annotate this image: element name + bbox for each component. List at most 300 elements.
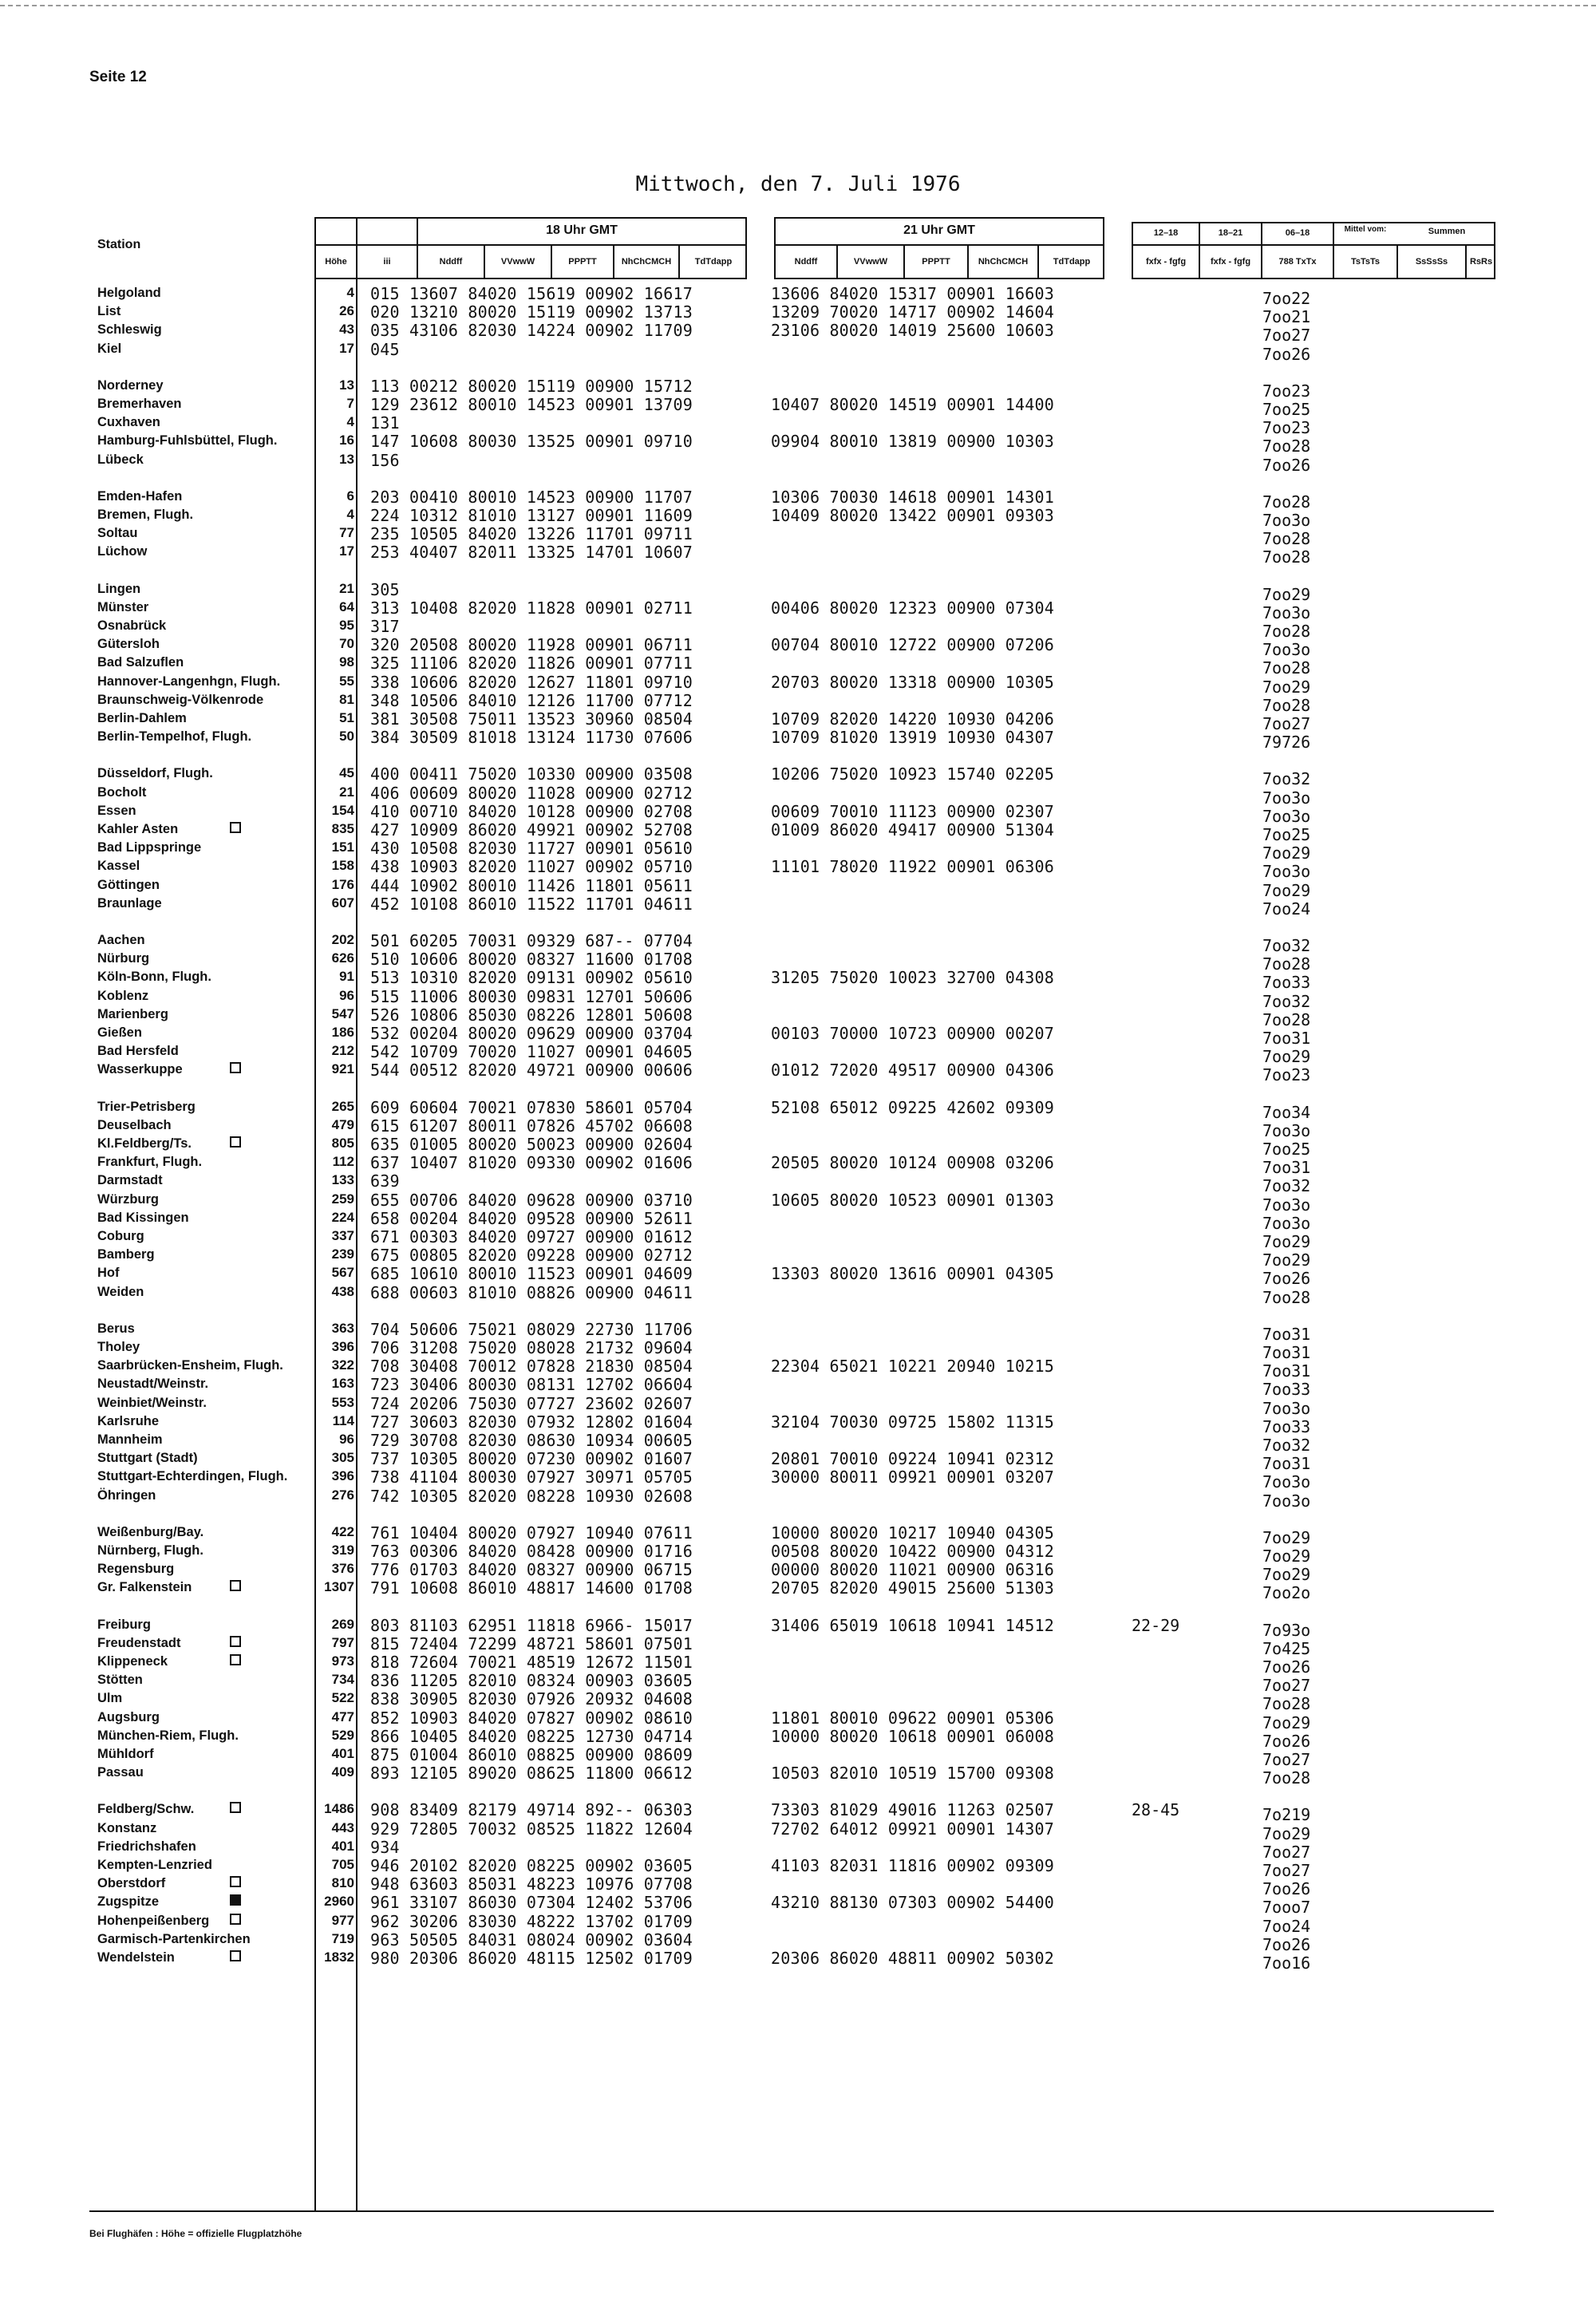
table-row xyxy=(0,690,1596,715)
station-height: 50 xyxy=(339,729,354,745)
table-row xyxy=(0,1523,1596,1547)
table-row xyxy=(0,339,1596,364)
obs-21-utc: 11801 80010 09622 00901 05306 xyxy=(771,1708,1054,1728)
station-height: 443 xyxy=(331,1819,354,1835)
station-name: Essen xyxy=(97,803,136,818)
station-height: 529 xyxy=(331,1727,354,1743)
obs-18-utc: 020 13210 80020 15119 00902 13713 xyxy=(370,302,693,322)
obs-21-utc: 31406 65019 10618 10941 14512 xyxy=(771,1615,1054,1635)
station-name: Bremen, Flugh. xyxy=(97,508,194,522)
header-tsum: TsTsTs xyxy=(1350,257,1381,267)
station-name: Bad Hersfeld xyxy=(97,1044,179,1059)
table-row xyxy=(0,1911,1596,1936)
station-height: 17 xyxy=(339,543,354,559)
obs-21-utc: 09904 80010 13819 00900 10303 xyxy=(771,432,1054,452)
station-height: 26 xyxy=(339,303,354,319)
station-height: 154 xyxy=(331,802,354,818)
header-1821: 18–21 xyxy=(1218,228,1243,238)
obs-18-utc: 325 11106 82020 11826 00901 07711 xyxy=(370,654,693,674)
gust-12-18: 28-45 xyxy=(1132,1800,1180,1820)
station-name: Helgoland xyxy=(97,286,161,300)
station-name: Trier-Petrisberg xyxy=(97,1099,196,1114)
obs-21-utc: 00406 80020 12323 00900 07304 xyxy=(771,598,1054,618)
obs-21-utc: 10709 81020 13919 10930 04307 xyxy=(771,728,1054,748)
table-row xyxy=(0,1874,1596,1899)
mean-value: 7oo29 xyxy=(1262,843,1311,863)
obs-21-utc: 10306 70030 14618 00901 14301 xyxy=(771,487,1054,507)
obs-18-utc: 410 00710 84020 10128 00900 02708 xyxy=(370,801,693,821)
station-name: Aachen xyxy=(97,933,145,947)
station-height: 16 xyxy=(339,433,354,448)
table-row xyxy=(0,1246,1596,1270)
header-18-nddff: Nddff xyxy=(439,257,463,267)
mean-value: 7oo33 xyxy=(1262,1416,1311,1436)
station-name: Ulm xyxy=(97,1691,123,1706)
table-row xyxy=(0,857,1596,882)
obs-18-utc: 501 60205 70031 09329 687-- 07704 xyxy=(370,931,693,950)
station-name: Oberstdorf xyxy=(97,1876,166,1891)
obs-21-utc: 00103 70000 10723 00900 00207 xyxy=(771,1024,1054,1043)
obs-18-utc: 131 xyxy=(370,413,400,433)
table-row xyxy=(0,1468,1596,1492)
mean-value: 7oo27 xyxy=(1262,1676,1311,1696)
table-row xyxy=(0,432,1596,456)
mean-value: 7oo3o xyxy=(1262,511,1311,530)
station-name: Berlin-Tempelhof, Flugh. xyxy=(97,729,252,745)
mean-value: 7oo26 xyxy=(1262,1879,1311,1899)
header-21-dewpoint: TdTdapp xyxy=(1053,257,1091,267)
obs-18-utc: 113 00212 80020 15119 00900 15712 xyxy=(370,376,693,396)
mean-value: 7oo3o xyxy=(1262,1213,1311,1233)
header-18-ppptt: PPPTT xyxy=(568,257,597,267)
obs-18-utc: 156 xyxy=(370,450,400,470)
station-height: 422 xyxy=(331,1523,354,1539)
obs-18-utc: 946 20102 82020 08225 00902 03605 xyxy=(370,1856,693,1875)
station-name: Karlsruhe xyxy=(97,1413,160,1428)
mean-value: 7oo2o xyxy=(1262,1583,1311,1603)
station-name: Göttingen xyxy=(97,877,160,892)
obs-18-utc: 776 01703 84020 08327 00900 06715 xyxy=(370,1560,693,1580)
obs-18-utc: 980 20306 86020 48115 12502 01709 xyxy=(370,1949,693,1968)
obs-18-utc: 708 30408 70012 07828 21830 08504 xyxy=(370,1357,693,1377)
obs-18-utc: 253 40407 82011 13325 14701 10607 xyxy=(370,543,693,563)
mean-value: 7oo25 xyxy=(1262,400,1311,419)
obs-18-utc: 704 50606 75021 08029 22730 11706 xyxy=(370,1319,693,1339)
mean-value: 7oo21 xyxy=(1262,307,1311,327)
mean-value: 7oo26 xyxy=(1262,344,1311,364)
station-name: Coburg xyxy=(97,1229,144,1243)
obs-21-utc: 13209 70020 14717 00902 14604 xyxy=(771,302,1054,322)
mean-value: 7oo23 xyxy=(1262,1065,1311,1085)
station-name: Wasserkuppe xyxy=(97,1062,183,1077)
station-height: 734 xyxy=(331,1672,354,1688)
mean-value: 7oo29 xyxy=(1262,1712,1311,1732)
obs-18-utc: 609 60604 70021 07830 58601 05704 xyxy=(370,1097,693,1117)
station-height: 401 xyxy=(331,1838,354,1854)
table-row xyxy=(0,1412,1596,1436)
obs-21-utc: 20705 82020 49015 25600 51303 xyxy=(771,1578,1054,1598)
open-square-icon xyxy=(230,1654,241,1665)
station-height: 17 xyxy=(339,340,354,356)
obs-21-utc: 00704 80010 12722 00900 07206 xyxy=(771,635,1054,655)
mean-value: 7oo34 xyxy=(1262,1102,1311,1122)
mean-value: 7oo28 xyxy=(1262,529,1311,549)
station-height: 163 xyxy=(331,1376,354,1392)
obs-18-utc: 963 50505 84031 08024 00902 03604 xyxy=(370,1930,693,1949)
obs-18-utc: 639 xyxy=(370,1171,400,1191)
obs-18-utc: 818 72604 70021 48519 12672 11501 xyxy=(370,1653,693,1672)
station-height: 81 xyxy=(339,691,354,707)
mean-value: 7oo23 xyxy=(1262,418,1311,438)
station-name: Wendelstein xyxy=(97,1950,175,1965)
header-0618: 06–18 xyxy=(1285,228,1310,238)
mean-value: 7oo3o xyxy=(1262,1491,1311,1511)
obs-18-utc: 637 10407 81020 09330 00902 01606 xyxy=(370,1153,693,1173)
station-height: 977 xyxy=(331,1912,354,1928)
mean-value: 7oo28 xyxy=(1262,547,1311,567)
table-row xyxy=(0,1856,1596,1880)
station-height: 553 xyxy=(331,1394,354,1410)
station-name: Garmisch-Partenkirchen xyxy=(97,1931,251,1946)
mean-value: 7oo28 xyxy=(1262,954,1311,974)
open-square-icon xyxy=(230,1062,241,1073)
obs-21-utc: 13606 84020 15317 00901 16603 xyxy=(771,284,1054,303)
station-name: Gr. Falkenstein xyxy=(97,1580,192,1595)
table-row xyxy=(0,1560,1596,1585)
station-name: Norderney xyxy=(97,377,164,393)
obs-18-utc: 129 23612 80010 14523 00901 13709 xyxy=(370,395,693,414)
table-row xyxy=(0,1005,1596,1029)
mean-value: 7oo26 xyxy=(1262,455,1311,475)
obs-21-utc: 10206 75020 10923 15740 02205 xyxy=(771,764,1054,784)
station-name: Konstanz xyxy=(97,1820,157,1835)
station-name: Kassel xyxy=(97,859,140,874)
table-row xyxy=(0,1486,1596,1511)
obs-21-utc: 00508 80020 10422 00900 04312 xyxy=(771,1542,1054,1561)
mean-value: 7oo31 xyxy=(1262,1324,1311,1344)
obs-18-utc: 763 00306 84020 08428 00900 01716 xyxy=(370,1542,693,1561)
obs-18-utc: 406 00609 80020 11028 00900 02712 xyxy=(370,783,693,803)
table-row xyxy=(0,1042,1596,1067)
table-row xyxy=(0,1708,1596,1732)
obs-18-utc: 147 10608 80030 13525 00901 09710 xyxy=(370,432,693,452)
obs-18-utc: 838 30905 82030 07926 20932 04608 xyxy=(370,1689,693,1709)
table-row xyxy=(0,1208,1596,1233)
mean-value: 7oo26 xyxy=(1262,1731,1311,1751)
obs-21-utc: 10605 80020 10523 00901 01303 xyxy=(771,1190,1054,1210)
obs-21-utc: 22304 65021 10221 20940 10215 xyxy=(771,1357,1054,1377)
mean-value: 7oo28 xyxy=(1262,492,1311,512)
station-name: Regensburg xyxy=(97,1562,175,1577)
station-height: 91 xyxy=(339,969,354,985)
header-rsum: RsRs xyxy=(1469,257,1493,267)
mean-value: 7o93o xyxy=(1262,1620,1311,1640)
obs-18-utc: 893 12105 89020 08625 11800 06612 xyxy=(370,1764,693,1784)
obs-18-utc: 724 20206 75030 07727 23602 02607 xyxy=(370,1393,693,1413)
station-height: 64 xyxy=(339,598,354,614)
station-height: 479 xyxy=(331,1116,354,1132)
table-row xyxy=(0,783,1596,808)
station-height: 4 xyxy=(346,507,354,522)
station-name: Marienberg xyxy=(97,1006,168,1021)
mean-value: 7o219 xyxy=(1262,1805,1311,1825)
header-21-vvwww: VVwwW xyxy=(853,257,888,267)
station-name: Stuttgart-Echterdingen, Flugh. xyxy=(97,1469,288,1484)
obs-18-utc: 305 xyxy=(370,579,400,599)
table-row xyxy=(0,487,1596,512)
station-height: 7 xyxy=(346,396,354,411)
station-height: 6 xyxy=(346,488,354,504)
table-row xyxy=(0,950,1596,974)
mean-value: 7oo23 xyxy=(1262,381,1311,401)
station-height: 112 xyxy=(332,1154,354,1170)
station-height: 547 xyxy=(331,1005,354,1021)
station-height: 133 xyxy=(331,1172,354,1188)
station-name: Zugspitze xyxy=(97,1894,159,1910)
obs-21-utc: 73303 81029 49016 11263 02507 xyxy=(771,1800,1054,1820)
obs-18-utc: 235 10505 84020 13226 11701 09711 xyxy=(370,524,693,544)
station-height: 376 xyxy=(331,1561,354,1577)
station-name: Feldberg/Schw. xyxy=(97,1802,195,1817)
station-height: 55 xyxy=(339,673,354,689)
obs-21-utc: 23106 80020 14019 25600 10603 xyxy=(771,321,1054,341)
station-height: 96 xyxy=(339,987,354,1003)
obs-21-utc: 10409 80020 13422 00901 09303 xyxy=(771,506,1054,525)
station-height: 921 xyxy=(331,1061,354,1077)
station-name: Stötten xyxy=(97,1673,143,1688)
mean-value: 7oo29 xyxy=(1262,584,1311,604)
obs-18-utc: 542 10709 70020 11027 00901 04605 xyxy=(370,1042,693,1062)
station-height: 212 xyxy=(331,1043,354,1059)
obs-18-utc: 526 10806 85030 08226 12801 50608 xyxy=(370,1005,693,1025)
mean-value: 7oo3o xyxy=(1262,602,1311,622)
station-name: Hannover-Langenhgn, Flugh. xyxy=(97,674,281,689)
station-name: Soltau xyxy=(97,526,138,541)
mean-value: 7oo24 xyxy=(1262,899,1311,918)
header-iii: iii xyxy=(383,257,391,267)
station-height: 607 xyxy=(331,895,354,911)
table-row xyxy=(0,450,1596,475)
obs-21-utc: 20801 70010 09224 10941 02312 xyxy=(771,1449,1054,1469)
table-row xyxy=(0,579,1596,604)
table-row xyxy=(0,820,1596,844)
footnote: Bei Flughäfen : Höhe = offizielle Flugplatzhöhe xyxy=(89,2228,302,2239)
station-name: Bad Kissingen xyxy=(97,1210,189,1225)
station-height: 567 xyxy=(331,1265,354,1281)
obs-21-utc: 41103 82031 11816 00902 09309 xyxy=(771,1856,1054,1875)
station-height: 396 xyxy=(331,1339,354,1354)
open-square-icon xyxy=(230,1802,241,1813)
open-square-icon xyxy=(230,1876,241,1887)
obs-18-utc: 675 00805 82020 09228 00900 02712 xyxy=(370,1246,693,1266)
station-name: Hof xyxy=(97,1266,120,1281)
obs-18-utc: 430 10508 82030 11727 00901 05610 xyxy=(370,839,693,859)
table-row xyxy=(0,543,1596,567)
table-row xyxy=(0,506,1596,530)
table-row xyxy=(0,728,1596,753)
obs-21-utc: 20306 86020 48811 00902 50302 xyxy=(771,1949,1054,1968)
open-square-icon xyxy=(230,1914,241,1925)
open-square-icon xyxy=(230,1950,241,1961)
station-name: Kl.Feldberg/Ts. xyxy=(97,1136,192,1151)
station-height: 98 xyxy=(339,654,354,670)
station-name: Gütersloh xyxy=(97,637,160,652)
station-name: Tholey xyxy=(97,1340,140,1354)
table-row xyxy=(0,1153,1596,1178)
mean-value: 7oo3o xyxy=(1262,862,1311,882)
station-name: Hohenpeißenberg xyxy=(97,1913,210,1928)
station-name: Darmstadt xyxy=(97,1173,163,1188)
header-18-vvwww: VVwwW xyxy=(500,257,535,267)
station-name: Bremerhaven xyxy=(97,397,182,411)
station-name: Kahler Asten xyxy=(97,822,179,836)
station-name: Weiden xyxy=(97,1284,144,1299)
station-name: Mühldorf xyxy=(97,1747,154,1761)
station-height: 805 xyxy=(331,1136,354,1151)
obs-21-utc: 10503 82010 10519 15700 09308 xyxy=(771,1764,1054,1784)
station-height: 401 xyxy=(331,1746,354,1761)
obs-21-utc: 43210 88130 07303 00902 54400 xyxy=(771,1893,1054,1913)
obs-18-utc: 738 41104 80030 07927 30971 05705 xyxy=(370,1468,693,1487)
station-height: 409 xyxy=(331,1764,354,1780)
station-height: 363 xyxy=(331,1320,354,1336)
station-name: Bamberg xyxy=(97,1247,155,1262)
table-row xyxy=(0,617,1596,641)
mean-value: 7oo3o xyxy=(1262,1472,1311,1492)
obs-18-utc: 875 01004 86010 08825 00900 08609 xyxy=(370,1745,693,1764)
gust-12-18: 22-29 xyxy=(1132,1615,1180,1635)
obs-18-utc: 427 10909 86020 49921 00902 52708 xyxy=(370,820,693,839)
mean-value: 7oo31 xyxy=(1262,1343,1311,1362)
scan-edge-artifact xyxy=(0,5,1596,6)
mean-value: 7oo28 xyxy=(1262,1768,1311,1788)
station-height: 337 xyxy=(331,1228,354,1243)
mean-value: 7oo3o xyxy=(1262,1195,1311,1215)
station-height: 626 xyxy=(331,950,354,966)
obs-18-utc: 348 10506 84010 12126 11700 07712 xyxy=(370,690,693,710)
mean-value: 7oo29 xyxy=(1262,1232,1311,1251)
station-height: 1486 xyxy=(324,1801,354,1817)
mean-value: 7oo26 xyxy=(1262,1657,1311,1677)
station-header: Station xyxy=(97,238,141,251)
mean-value: 7oo32 xyxy=(1262,1176,1311,1196)
mean-value: 7oo29 xyxy=(1262,1047,1311,1067)
station-height: 43 xyxy=(339,322,354,338)
station-name: Nürnberg, Flugh. xyxy=(97,1543,203,1558)
mean-value: 7oo3o xyxy=(1262,1120,1311,1140)
obs-18-utc: 961 33107 86030 07304 12402 53706 xyxy=(370,1893,693,1913)
obs-18-utc: 320 20508 80020 11928 00901 06711 xyxy=(370,635,693,655)
obs-18-utc: 532 00204 80020 09629 00900 03704 xyxy=(370,1024,693,1043)
obs-18-utc: 203 00410 80010 14523 00900 11707 xyxy=(370,487,693,507)
obs-21-utc: 20703 80020 13318 00900 10305 xyxy=(771,672,1054,692)
obs-18-utc: 742 10305 82020 08228 10930 02608 xyxy=(370,1486,693,1506)
obs-18-utc: 655 00706 84020 09628 00900 03710 xyxy=(370,1190,693,1210)
obs-18-utc: 313 10408 82020 11828 00901 02711 xyxy=(370,598,693,618)
station-name: Lüchow xyxy=(97,544,148,559)
station-name: Mannheim xyxy=(97,1432,163,1447)
table-row xyxy=(0,598,1596,622)
table-row xyxy=(0,1726,1596,1751)
mean-value: 7oo31 xyxy=(1262,1158,1311,1178)
station-height: 276 xyxy=(331,1487,354,1503)
obs-18-utc: 224 10312 81010 13127 00901 11609 xyxy=(370,506,693,525)
table-row xyxy=(0,395,1596,419)
mean-value: 7oo29 xyxy=(1262,880,1311,900)
station-name: Passau xyxy=(97,1765,144,1780)
table-row xyxy=(0,1837,1596,1862)
table-row xyxy=(0,1689,1596,1714)
station-height: 477 xyxy=(331,1708,354,1724)
mean-value: 7oo3o xyxy=(1262,788,1311,808)
obs-18-utc: 400 00411 75020 10330 00900 03508 xyxy=(370,764,693,784)
obs-18-utc: 510 10606 80020 08327 11600 01708 xyxy=(370,950,693,970)
table-row xyxy=(0,1375,1596,1400)
station-height: 269 xyxy=(331,1616,354,1632)
station-name: Augsburg xyxy=(97,1709,160,1724)
obs-21-utc: 10407 80020 14519 00901 14400 xyxy=(771,395,1054,414)
table-row xyxy=(0,1930,1596,1954)
station-height: 810 xyxy=(331,1875,354,1891)
obs-18-utc: 515 11006 80030 09831 12701 50606 xyxy=(370,986,693,1006)
station-height: 797 xyxy=(331,1634,354,1650)
obs-18-utc: 908 83409 82179 49714 892-- 06303 xyxy=(370,1800,693,1820)
station-name: Frankfurt, Flugh. xyxy=(97,1155,203,1170)
mean-value: 7oo26 xyxy=(1262,1934,1311,1954)
table-row xyxy=(0,672,1596,697)
station-height: 224 xyxy=(331,1209,354,1225)
station-height: 705 xyxy=(331,1857,354,1872)
table-row xyxy=(0,524,1596,549)
obs-21-utc: 11101 78020 11922 00901 06306 xyxy=(771,857,1054,877)
obs-18-utc: 929 72805 70032 08525 11822 12604 xyxy=(370,1819,693,1839)
station-height: 973 xyxy=(331,1653,354,1669)
mean-value: 7oo25 xyxy=(1262,1140,1311,1159)
table-row xyxy=(0,1190,1596,1215)
station-height: 1832 xyxy=(324,1949,354,1965)
table-row xyxy=(0,1893,1596,1918)
obs-18-utc: 035 43106 82030 14224 00902 11709 xyxy=(370,321,693,341)
station-height: 719 xyxy=(331,1930,354,1946)
mean-value: 7oo28 xyxy=(1262,695,1311,715)
table-row xyxy=(0,1949,1596,1973)
station-height: 151 xyxy=(331,839,354,855)
station-name: Öhringen xyxy=(97,1487,156,1503)
mean-value: 79726 xyxy=(1262,733,1311,753)
mean-value: 7oo27 xyxy=(1262,1861,1311,1880)
mean-value: 7oo28 xyxy=(1262,1287,1311,1307)
station-height: 4 xyxy=(346,285,354,300)
obs-18-utc: 737 10305 80020 07230 00902 01607 xyxy=(370,1449,693,1469)
obs-21-utc: 72702 64012 09921 00901 14307 xyxy=(771,1819,1054,1839)
station-name: Saarbrücken-Ensheim, Flugh. xyxy=(97,1358,283,1373)
obs-18-utc: 723 30406 80030 08131 12702 06604 xyxy=(370,1375,693,1395)
table-row xyxy=(0,1578,1596,1603)
table-row xyxy=(0,1116,1596,1140)
obs-21-utc: 10000 80020 10217 10940 04305 xyxy=(771,1523,1054,1543)
mean-value: 7oo29 xyxy=(1262,1565,1311,1585)
station-name: Würzburg xyxy=(97,1191,159,1207)
station-name: Braunschweig-Völkenrode xyxy=(97,692,264,707)
header-ssum: SsSsSs xyxy=(1415,257,1448,267)
table-row xyxy=(0,654,1596,678)
station-name: Kiel xyxy=(97,341,122,356)
station-name: Berlin-Dahlem xyxy=(97,711,187,725)
header-1821-sub: fxfx - fgfg xyxy=(1210,257,1251,267)
station-height: 396 xyxy=(331,1468,354,1484)
station-name: Köln-Bonn, Flugh. xyxy=(97,970,211,985)
mean-value: 7oo29 xyxy=(1262,1823,1311,1843)
